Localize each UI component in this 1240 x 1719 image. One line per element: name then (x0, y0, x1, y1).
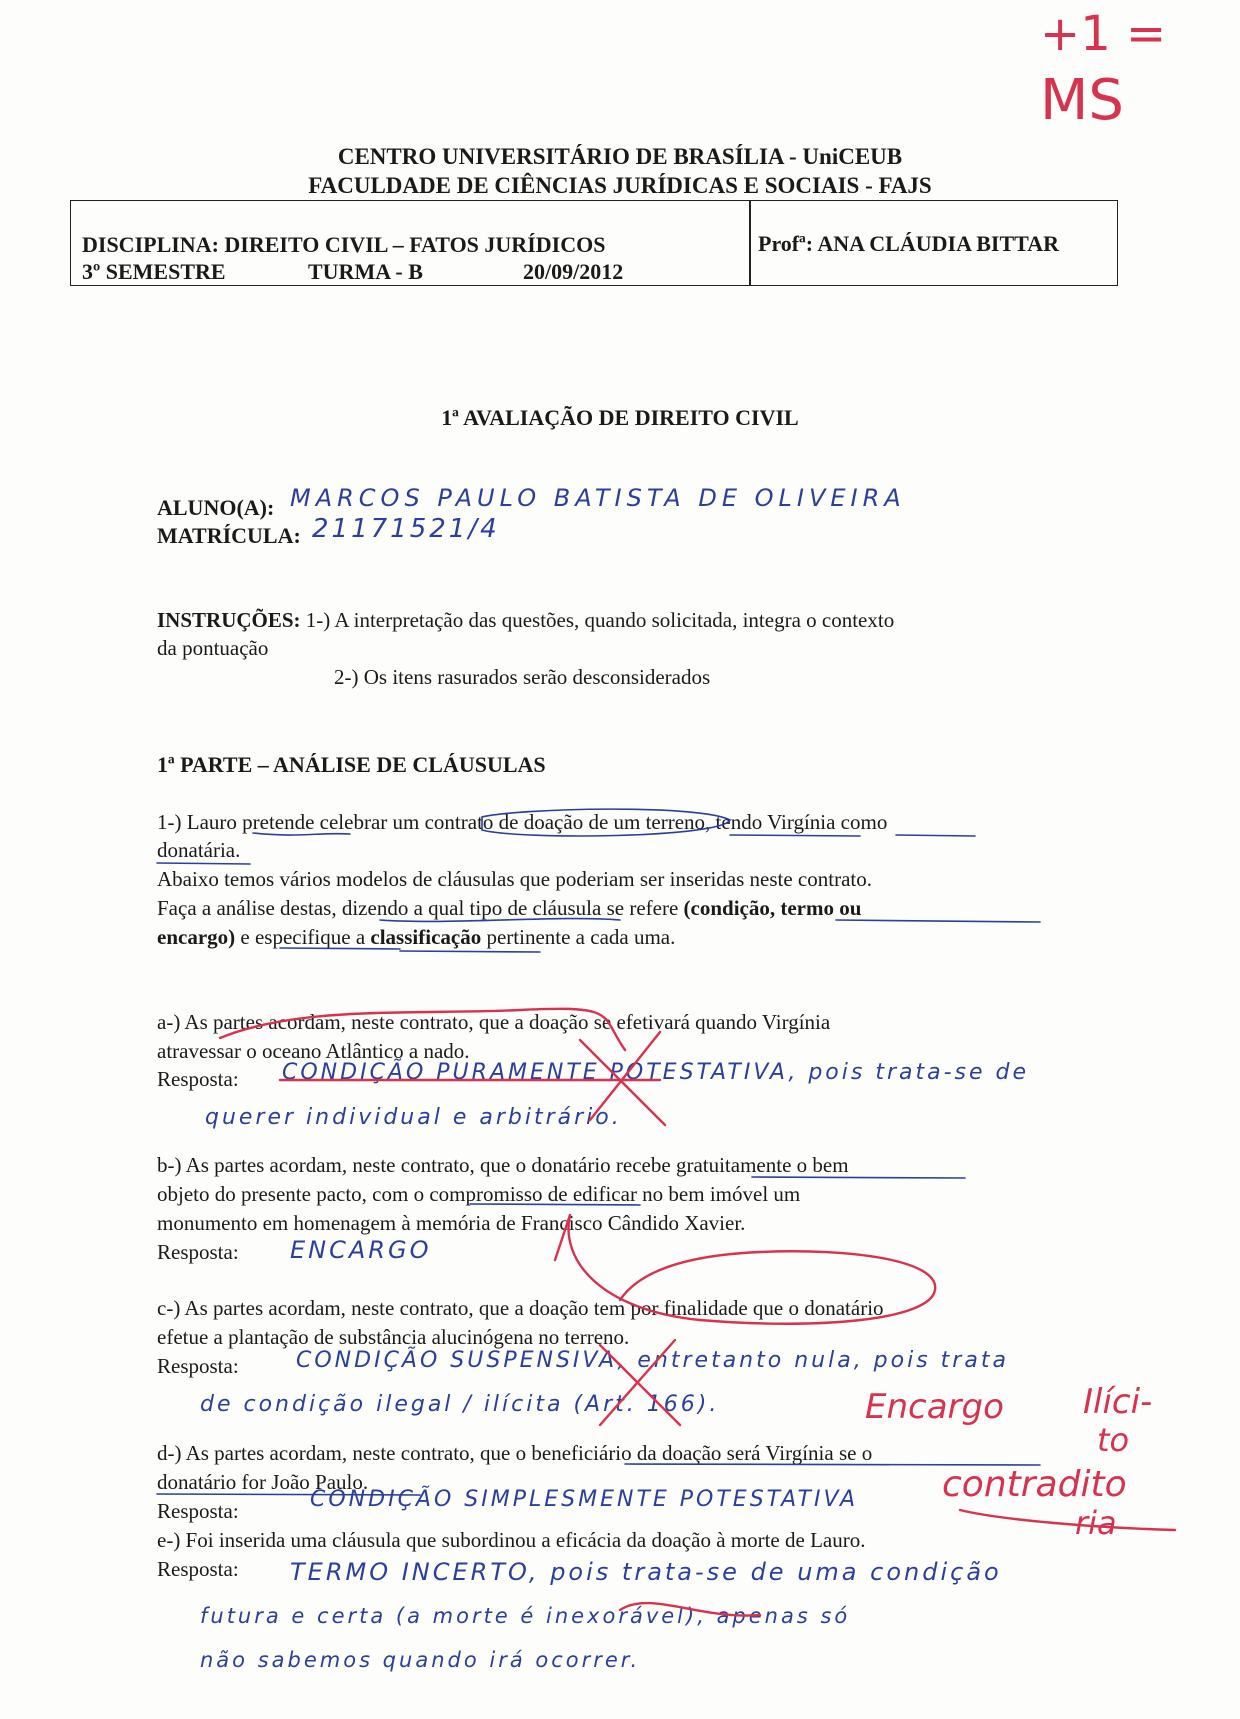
part-title: 1ª PARTE – ANÁLISE DE CLÁUSULAS (157, 752, 546, 777)
grader-note-contraditoria-2: ria (1075, 1504, 1117, 1542)
item-c-answer-label: Resposta: (157, 1354, 239, 1378)
item-e-answer-3: não sabemos quando irá ocorrer. (200, 1648, 641, 1672)
item-d-answer-1: CONDIÇÃO SIMPLESMENTE POTESTATIVA (310, 1487, 859, 1512)
instruction-1-text: 1-) A interpretação das questões, quando solicitada, integra o contexto (300, 608, 895, 632)
item-a-answer-1: CONDIÇÃO PURAMENTE POTESTATIVA, pois trata-se de (282, 1060, 1030, 1085)
semester-label: 3º SEMESTRE (82, 259, 226, 284)
item-a-line-2: atravessar o oceano Atlântico a nado. (157, 1039, 470, 1063)
item-c-line-1: c-) As partes acordam, neste contrato, que a doação tem por finalidade que o donatário (157, 1296, 884, 1320)
item-b-line-1: b-) As partes acordam, neste contrato, que o donatário recebe gratuitamente o bem (157, 1153, 849, 1177)
question-line-4-text: Faça a análise destas, dizendo a qual tipo de cláusula se refere (157, 896, 684, 920)
faculty-title: FACULDADE DE CIÊNCIAS JURÍDICAS E SOCIAIS - FAJS (308, 173, 932, 198)
item-a-line-1: a-) As partes acordam, neste contrato, que a doação se efetivará quando Virgínia (157, 1010, 831, 1034)
item-d-line-2: donatário for João Paulo. (157, 1470, 369, 1494)
course-box-divider (749, 200, 751, 286)
institution-title: CENTRO UNIVERSITÁRIO DE BRASÍLIA - UniCEUB (337, 144, 903, 169)
question-line-2: donatária. (157, 838, 241, 862)
item-c-answer-2: de condição ilegal / ilícita (Art. 166). (200, 1392, 720, 1417)
discipline-label: DISCIPLINA: DIREITO CIVIL – FATOS JURÍDICOS (82, 232, 606, 257)
item-b-answer-label: Resposta: (157, 1240, 239, 1264)
professor-label: Profª: ANA CLÁUDIA BITTAR (758, 231, 1059, 256)
underline-classificacao (400, 951, 540, 952)
instruction-2-text: 2-) Os itens rasurados serão desconsiderados (334, 665, 711, 689)
item-d-line-1: d-) As partes acordam, neste contrato, que o beneficiário da doação será Virgínia se o (157, 1441, 873, 1465)
item-e-answer-2: futura e certa (a morte é inexorável), apenas só (200, 1604, 851, 1628)
instructions-label: INSTRUÇÕES: (157, 608, 301, 632)
item-e-line-1: e-) Foi inserida uma cláusula que subordinou a eficácia da doação à morte de Lauro. (157, 1528, 866, 1552)
question-line-1: 1-) Lauro pretende celebrar um contrato de doação de um terreno, tendo Virgínia como (157, 810, 888, 834)
grader-note-encargo: Encargo (865, 1387, 1004, 1427)
student-name-value: MARCOS PAULO BATISTA DE OLIVEIRA (290, 484, 906, 512)
instruction-1-continuation: da pontuação (157, 636, 269, 660)
item-b-line-2: objeto do presente pacto, com o compromisso de edificar no bem imóvel um (157, 1182, 801, 1206)
question-line-5 (157, 923, 675, 951)
grader-note-ilicito-2: to (1097, 1421, 1130, 1459)
item-c-answer-1: CONDIÇÃO SUSPENSIVA, entretanto nula, pois trata (296, 1348, 1009, 1373)
question-line-4 (157, 894, 861, 922)
grader-score-bottom: MS (1040, 68, 1124, 133)
question-options-b: encargo) (157, 925, 236, 949)
item-c-line-2: efetue a plantação de substância alucinógena no terreno. (157, 1325, 630, 1349)
student-name-label: ALUNO(A): (157, 495, 275, 520)
student-id-label: MATRÍCULA: (157, 523, 301, 548)
question-line-5-text: e especifique a (235, 925, 371, 949)
question-classification: classificação (370, 925, 482, 949)
question-line-5-end: pertinente a cada uma. (481, 925, 676, 949)
class-group-label: TURMA - B (308, 259, 423, 284)
grader-note-contraditoria-1: contradito (942, 1464, 1127, 1505)
student-id-value: 21171521/4 (312, 514, 500, 544)
grader-score-top: +1 = (1040, 6, 1167, 62)
exam-date: 20/09/2012 (523, 259, 624, 284)
underline-virginia (896, 835, 975, 836)
item-b-line-3: monumento em homenagem à memória de Francisco Cândido Xavier. (157, 1211, 746, 1235)
underline-condicao (836, 920, 1040, 922)
question-options-a: (condição, termo ou (683, 896, 862, 920)
item-e-answer-1: TERMO INCERTO, pois trata-se de uma condição (290, 1558, 1002, 1586)
item-a-answer-label: Resposta: (157, 1067, 239, 1091)
question-line-3: Abaixo temos vários modelos de cláusulas que poderiam ser inseridas neste contrato. (157, 867, 872, 891)
grader-note-ilicito-1: Ilíci- (1083, 1382, 1153, 1422)
exam-title: 1ª AVALIAÇÃO DE DIREITO CIVIL (441, 405, 799, 430)
item-e-answer-label: Resposta: (157, 1557, 239, 1581)
instructions-line1 (157, 606, 894, 634)
item-d-underline (960, 1510, 1175, 1530)
item-a-answer-2: querer individual e arbitrário. (205, 1105, 622, 1130)
item-b-answer-1: ENCARGO (290, 1236, 432, 1264)
item-d-answer-label: Resposta: (157, 1499, 239, 1523)
